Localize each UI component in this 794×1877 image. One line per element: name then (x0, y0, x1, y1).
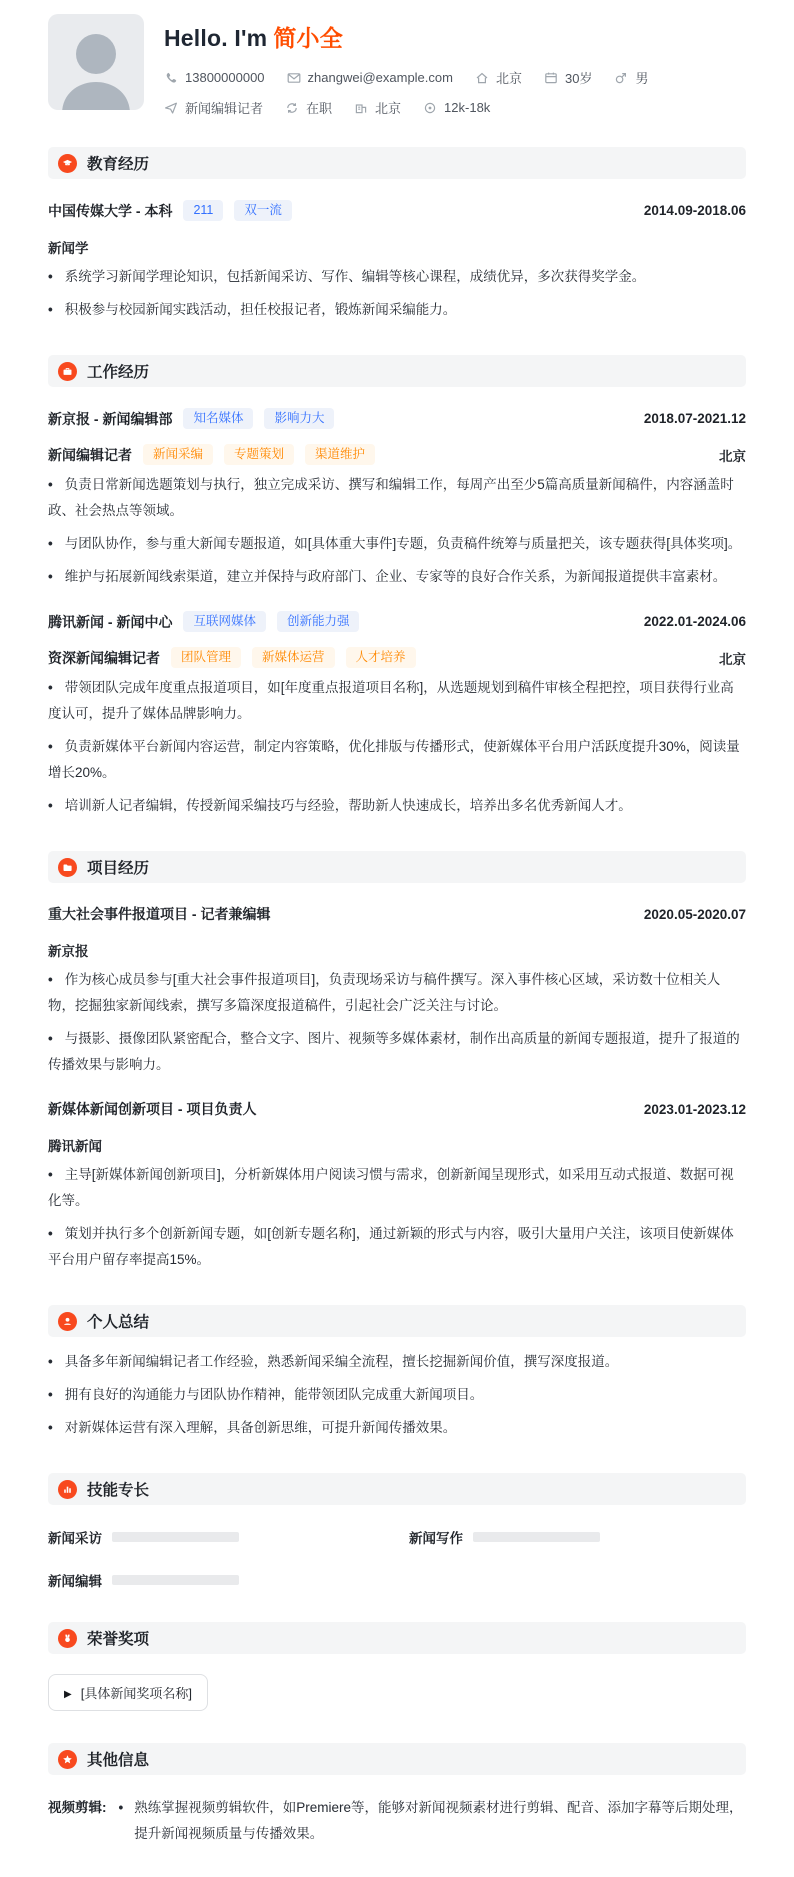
bullet-item: • 具备多年新闻编辑记者工作经验，熟悉新闻采编全流程，擅长挖掘新闻价值，撰写深度报道。 (48, 1349, 746, 1375)
section-title: 教育经历 (87, 156, 150, 173)
bullet-item: • 系统学习新闻学理论知识，包括新闻采访、写作、编辑等核心课程，成绩优异，多次获得奖学金。 (48, 264, 746, 290)
email-item (287, 70, 453, 85)
project-date: 2023.01-2023.12 (643, 1101, 746, 1117)
school-tag: 双一流 (234, 200, 292, 221)
gender-icon (614, 71, 628, 85)
education-date: 2014.09-2018.06 (643, 203, 746, 218)
gender-value: 男 (635, 71, 649, 86)
company-tag: 创新能力强 (277, 611, 360, 632)
person-icon (58, 1312, 77, 1331)
folder-icon (58, 858, 77, 877)
contact-row-2 (164, 98, 670, 117)
section-other (48, 1743, 746, 1847)
expand-arrow-icon (64, 1685, 72, 1700)
medal-icon (58, 1629, 77, 1648)
email-value: zhangwei@example.com (307, 70, 453, 85)
bullet-item: • 拥有良好的沟通能力与团队协作精神，能带领团队完成重大新闻项目。 (48, 1382, 746, 1408)
city-icon (354, 101, 368, 115)
page-title (164, 20, 670, 53)
briefcase-icon (58, 362, 77, 381)
bullet-item: • 积极参与校园新闻实践活动，担任校报记者，锻炼新闻采编能力。 (48, 297, 746, 323)
role-name: 资深新闻编辑记者 (48, 649, 160, 666)
salary-item (423, 100, 490, 115)
work-date: 2022.01-2024.06 (643, 614, 746, 629)
bullet-item: • 主导[新媒体新闻创新项目]，分析新媒体用户阅读习惯与需求，创新新闻呈现形式，如采用互动式报道、数据可视化等。 (48, 1162, 746, 1214)
person-photo-placeholder (48, 14, 144, 110)
other-text: 熟练掌握视频剪辑软件，如Premiere等，能够对新闻视频素材进行剪辑、配音、添加字幕等后期处理，提升新闻视频质量与传播效果。 (134, 1800, 743, 1841)
role-tag: 团队管理 (171, 647, 241, 668)
resume-header (48, 14, 746, 117)
section-summary (48, 1305, 746, 1441)
company-tag: 影响力大 (264, 408, 334, 429)
section-honors (48, 1622, 746, 1711)
section-work (48, 355, 746, 819)
section-projects (48, 851, 746, 1273)
skills-section-header (48, 1473, 746, 1505)
candidate-name: 简小全 (273, 25, 343, 51)
phone-value: 13800000000 (185, 70, 265, 85)
skill-bar-track (112, 1575, 239, 1585)
section-title: 个人总结 (87, 1314, 150, 1331)
work-location: 北京 (719, 651, 746, 667)
section-education (48, 147, 746, 323)
section-skills (48, 1473, 746, 1590)
skills-grid (48, 1527, 746, 1590)
work-entry (48, 611, 746, 819)
bullet-dot: • (118, 1800, 124, 1815)
bullet-item: • 与团队协作，参与重大新闻专题报道，如[具体重大事件]专题，负责稿件统筹与质量把关，该专题获得[具体奖项]。 (48, 531, 746, 557)
graduation-cap-icon (58, 154, 77, 173)
location-item (475, 68, 522, 87)
skill-name: 新闻采访 (48, 1531, 102, 1546)
city-item (354, 98, 401, 117)
role-tag: 新媒体运营 (252, 647, 335, 668)
phone-icon (164, 71, 178, 85)
other-section-header (48, 1743, 746, 1775)
summary-bullets (48, 1349, 746, 1441)
role-tag: 人才培养 (346, 647, 416, 668)
role-tag: 专题策划 (224, 444, 294, 465)
skill-item (409, 1527, 746, 1547)
company-tag: 知名媒体 (183, 408, 253, 429)
phone-item (164, 70, 265, 85)
gender-item (614, 68, 648, 87)
role-name: 新闻编辑记者 (48, 446, 132, 463)
bullet-item: • 作为核心成员参与[重大社会事件报道项目]，负责现场采访与稿件撰写。深入事件核心区域，采访数十位相关人物，挖掘独家新闻线索，撰写多篇深度报道稿件，引起社会广泛关注与讨论。 (48, 967, 746, 1019)
education-bullets (48, 264, 746, 323)
bullet-item: • 对新媒体运营有深入理解，具备创新思维，可提升新闻传播效果。 (48, 1415, 746, 1441)
header-info (164, 14, 670, 117)
honor-expand-button[interactable] (48, 1674, 208, 1711)
education-entry-head (48, 200, 746, 221)
skill-bar-track (112, 1532, 239, 1542)
section-title: 技能专长 (87, 1482, 150, 1499)
bullet-item: • 策划并执行多个创新新闻专题，如[创新专题名称]，通过新颖的形式与内容，吸引大量用户关注，该项目使新媒体平台用户留存率提高15%。 (48, 1221, 746, 1273)
section-title: 项目经历 (87, 860, 150, 877)
school-tag: 211 (183, 200, 223, 221)
salary-value: 12k-18k (444, 100, 491, 115)
project-org: 新京报 (48, 944, 89, 959)
bar-chart-icon (58, 1480, 77, 1499)
project-name: 重大社会事件报道项目 - 记者兼编辑 (48, 906, 271, 922)
location-value: 北京 (495, 71, 522, 86)
bullet-item: • 维护与拓展新闻线索渠道，建立并保持与政府部门、企业、专家等的良好合作关系，为新闻报道提供丰富素材。 (48, 564, 746, 590)
skill-name: 新闻写作 (409, 1531, 463, 1546)
home-icon (475, 71, 489, 85)
skill-bar-track (473, 1532, 600, 1542)
bullet-item: • 与摄影、摄像团队紧密配合，整合文字、图片、视频等多媒体素材，制作出高质量的新闻专题报道，提升了报道的传播效果与影响力。 (48, 1026, 746, 1078)
age-value: 30岁 (564, 71, 593, 86)
company-name: 腾讯新闻 - 新闻中心 (48, 613, 173, 630)
status-icon (285, 101, 299, 115)
status-item (285, 98, 332, 117)
project-org: 腾讯新闻 (48, 1139, 102, 1154)
work-location: 北京 (719, 448, 746, 464)
project-name: 新媒体新闻创新项目 - 项目负责人 (48, 1101, 257, 1117)
star-icon (58, 1750, 77, 1769)
work-entry (48, 408, 746, 590)
mail-icon (287, 71, 301, 85)
bullet-item: • 负责日常新闻选题策划与执行，独立完成采访、撰写和编辑工作，每周产出至少5篇高质量新闻稿件，内容涵盖时政、社会热点等领域。 (48, 472, 746, 524)
skill-item (48, 1570, 385, 1590)
age-item (544, 68, 592, 87)
role-tag: 渠道维护 (305, 444, 375, 465)
greeting-text: Hello. I'm (164, 25, 268, 51)
company-tag: 互联网媒体 (183, 611, 266, 632)
position-item (164, 98, 263, 117)
skill-name: 新闻编辑 (48, 1574, 102, 1589)
skill-item (48, 1527, 385, 1547)
work-section-header (48, 355, 746, 387)
section-title: 其他信息 (87, 1752, 150, 1769)
status-value: 在职 (306, 101, 333, 116)
honors-section-header (48, 1622, 746, 1654)
project-date: 2020.05-2020.07 (643, 906, 746, 922)
role-tag: 新闻采编 (143, 444, 213, 465)
work-date: 2018.07-2021.12 (643, 411, 746, 426)
bullet-item: • 培训新人记者编辑，传授新闻采编技巧与经验，帮助新人快速成长，培养出多名优秀新闻人才。 (48, 793, 746, 819)
honor-name: [具体新闻奖项名称] (80, 1686, 192, 1701)
summary-section-header (48, 1305, 746, 1337)
other-label: 视频剪辑: (48, 1800, 107, 1815)
position-value: 新闻编辑记者 (185, 101, 264, 116)
section-title: 工作经历 (87, 364, 150, 381)
section-title: 荣誉奖项 (87, 1631, 150, 1648)
school-name: 中国传媒大学 - 本科 (48, 202, 173, 219)
other-info-row (48, 1795, 746, 1847)
company-name: 新京报 - 新闻编辑部 (48, 410, 173, 427)
bullet-item: • 负责新媒体平台新闻内容运营，制定内容策略，优化排版与传播形式，使新媒体平台用户活跃度提升30%，阅读量增长20%。 (48, 734, 746, 786)
city-value: 北京 (375, 101, 402, 116)
position-icon (164, 101, 178, 115)
education-section-header (48, 147, 746, 179)
projects-section-header (48, 851, 746, 883)
project-entry (48, 904, 746, 1078)
contact-row-1 (164, 68, 670, 87)
major-name: 新闻学 (48, 241, 89, 256)
age-icon (544, 71, 558, 85)
salary-icon (423, 101, 437, 115)
bullet-item: • 带领团队完成年度重点报道项目，如[年度重点报道项目名称]，从选题规划到稿件审核全程把控，项目获得行业高度认可，提升了媒体品牌影响力。 (48, 675, 746, 727)
avatar (48, 14, 144, 110)
project-entry (48, 1099, 746, 1273)
